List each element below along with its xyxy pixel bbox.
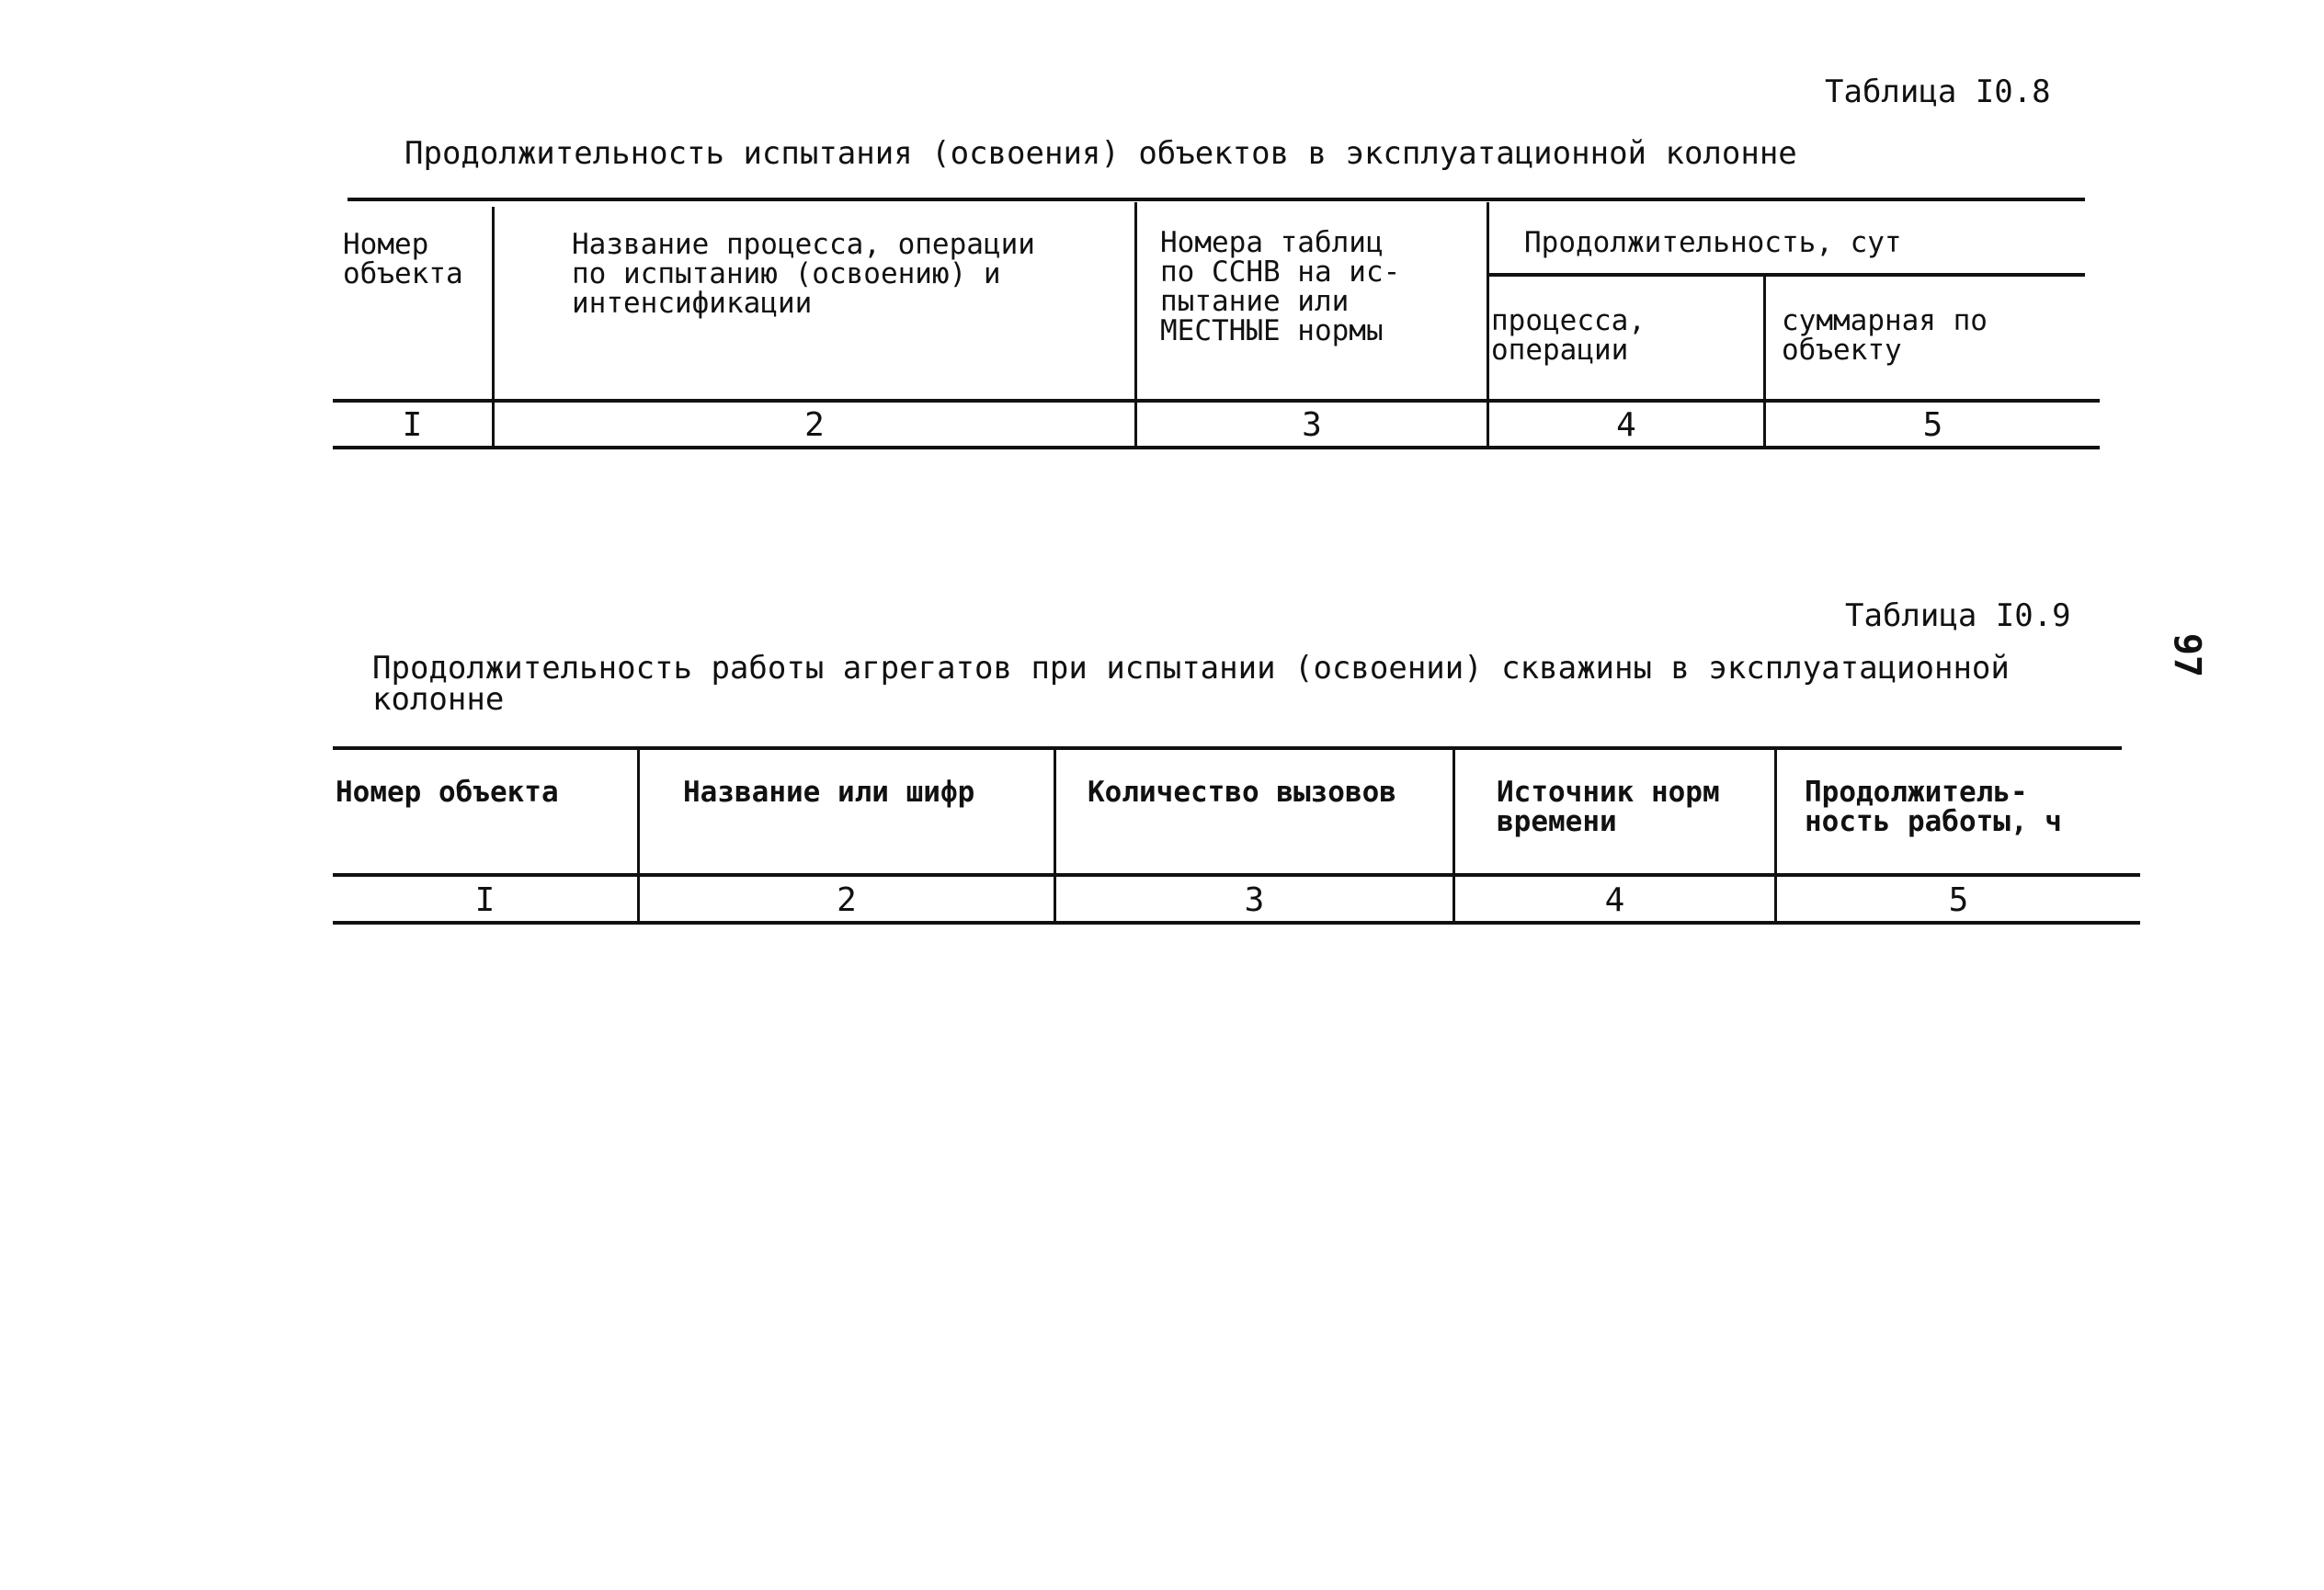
- table1-header-rule: [333, 399, 2100, 403]
- table2-column-number-2: 2: [837, 881, 857, 919]
- table2-header-name-or-code: Название или шифр: [683, 776, 975, 809]
- table1-column-number-5: 5: [1922, 406, 1943, 444]
- table2-column-number-4: 4: [1604, 881, 1625, 919]
- table2-top-rule: [333, 746, 2122, 750]
- table1-header-process-name: Название процесса, операции по испытанию (освоению) и интенсификации: [572, 228, 1035, 320]
- table1-column-number-4: 4: [1616, 406, 1636, 444]
- table2-caption-line2: колонне: [372, 681, 505, 718]
- table1-top-rule: [347, 198, 2085, 201]
- table1-column-number-2: 2: [804, 406, 825, 444]
- table1-header-total-duration: суммарная по объекту: [1782, 304, 1988, 367]
- table2-header-work-duration: Продолжитель- ность работы, ч: [1805, 776, 2062, 838]
- table1-bottom-rule: [333, 446, 2100, 449]
- table1-header-object-number: Номер объекта: [343, 228, 463, 290]
- table2-header-call-count: Количество вызовов: [1088, 776, 1396, 809]
- table1-header-table-numbers: Номера таблиц по ССНВ на ис- пытание или МЕСТНЫЕ нормы: [1160, 226, 1401, 347]
- table1-caption: Продолжительность испытания (освоения) объектов в эксплуатационной колонне: [404, 135, 1797, 172]
- table2-caption-line1: Продолжительность работы агрегатов при испытании (освоении) скважины в эксплуатационной: [372, 650, 2010, 687]
- table2-column-number-1: I: [474, 881, 496, 919]
- table2-bottom-rule: [333, 921, 2140, 925]
- table1-group-rule: [1489, 273, 2085, 277]
- table2-label: Таблица I0.9: [1845, 597, 2071, 634]
- table2-column-number-5: 5: [1948, 881, 1969, 919]
- table2-column-number-3: 3: [1244, 881, 1265, 919]
- table1-label: Таблица I0.8: [1825, 74, 2051, 110]
- page-number: 97: [2166, 632, 2209, 678]
- table2-header-norm-source: Источник норм времени: [1497, 776, 1720, 838]
- table2-header-rule: [333, 873, 2140, 877]
- table1-column-number-3: 3: [1302, 406, 1322, 444]
- table1-header-process-duration: процесса, операции: [1491, 304, 1646, 367]
- table1-header-duration-group: Продолжительность, сут: [1524, 226, 1902, 259]
- table2-header-object-number: Номер объекта: [336, 776, 559, 809]
- table1-column-number-1: I: [402, 406, 423, 444]
